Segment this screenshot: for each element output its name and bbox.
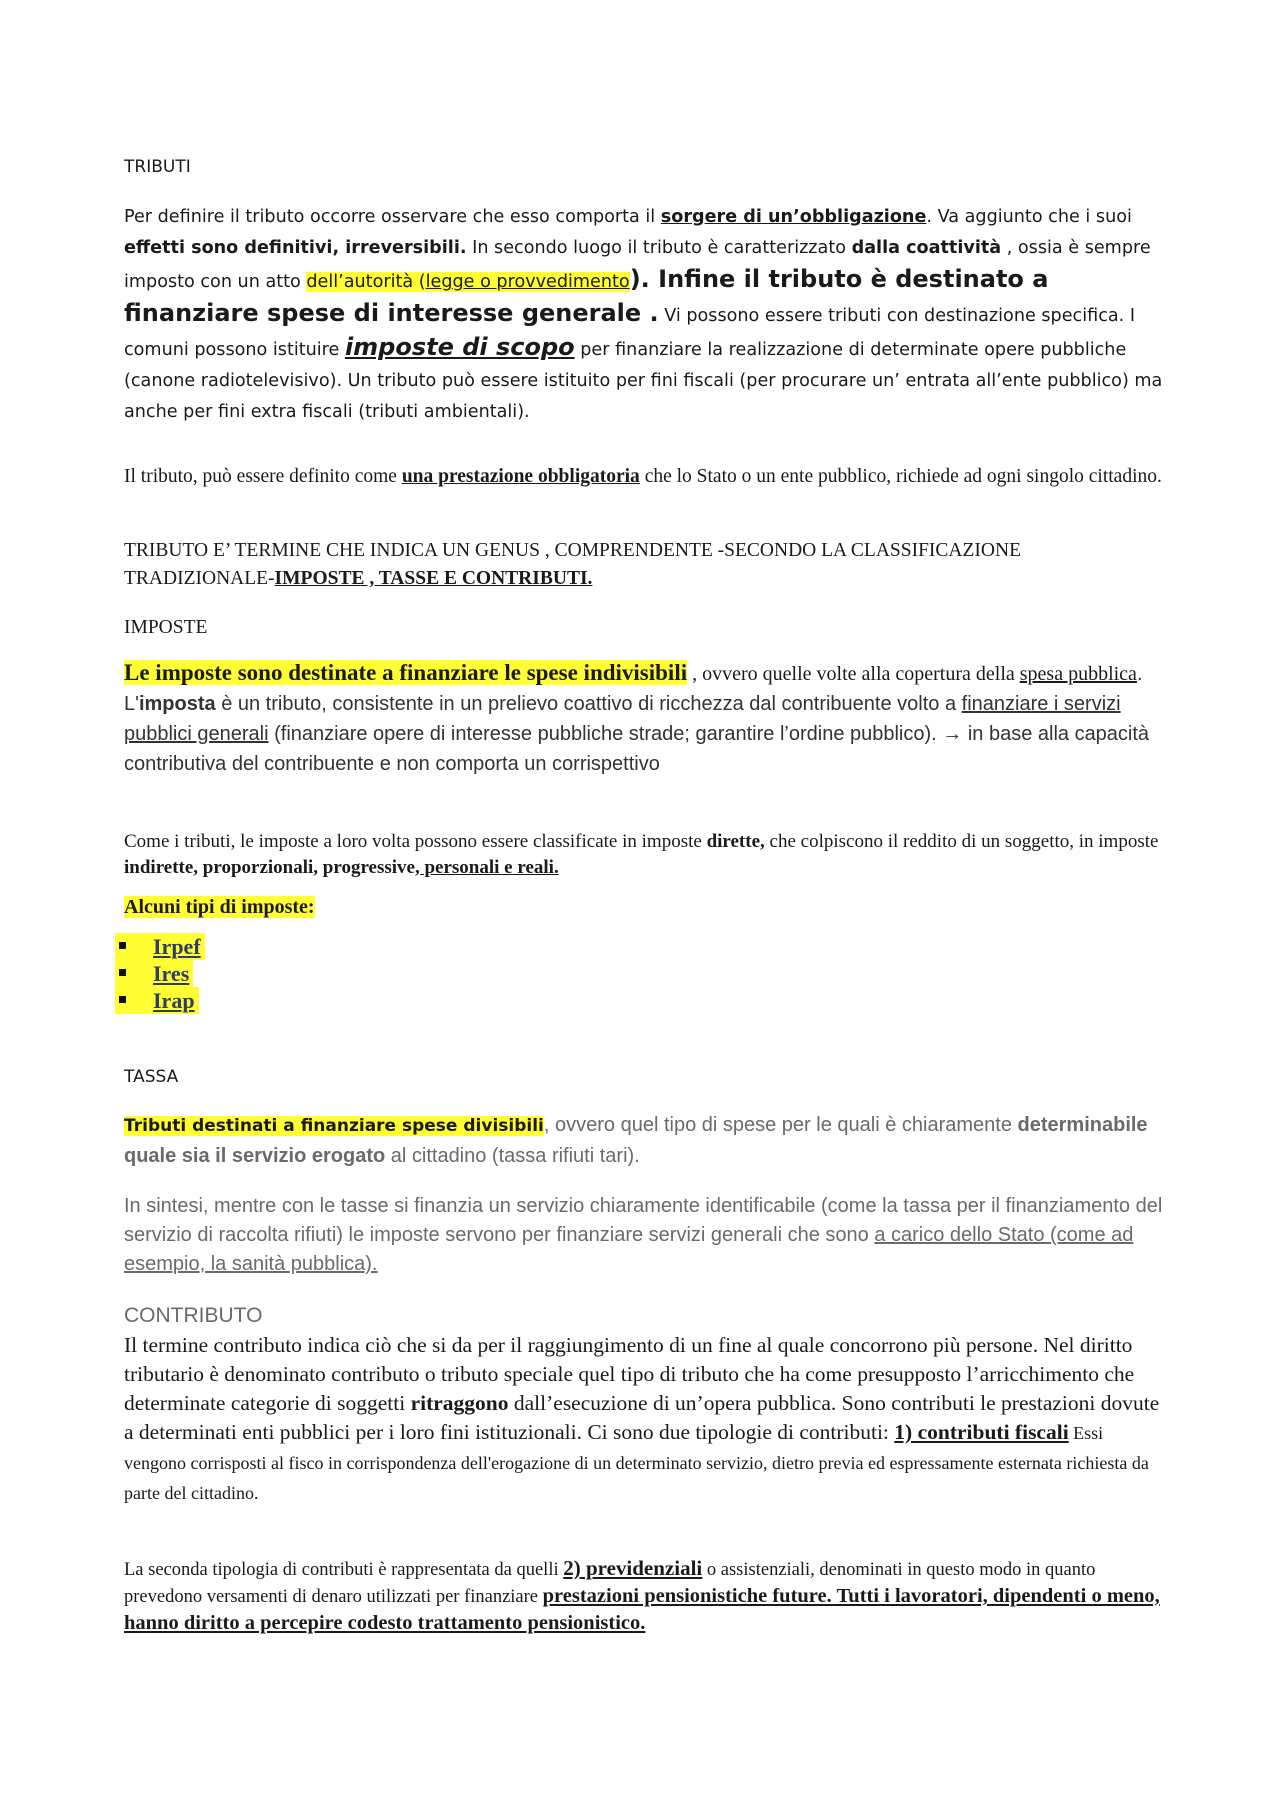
emphasis-effetti: effetti sono definitivi, irreversibili.: [124, 238, 467, 258]
text: , ovvero quelle volte alla copertura della: [687, 663, 1020, 685]
emphasis-imposte-di-scopo: imposte di scopo: [344, 333, 575, 361]
heading-imposte: IMPOSTE: [124, 617, 208, 638]
text: (finanziare opere di interesse pubbliche strade; garantire l’ordine pubblico). → in base alla capacità contributiva del contribuente e non comporta un corrispettivo: [124, 723, 1150, 775]
imposte-paragraph-1: [124, 658, 1164, 779]
emphasis-personali-reali: , personali e reali.: [414, 857, 559, 878]
tassa-paragraph-2: [124, 1192, 1164, 1279]
text: è un tributo, consistente in un prelievo coattivo di ricchezza dal contribuente volto a: [215, 693, 962, 715]
tributi-paragraph-1: [124, 202, 1164, 428]
highlight-list-title: Alcuni tipi di imposte:: [124, 896, 315, 918]
text: Come i tributi, le imposte a loro volta possono essere classificate in imposte: [124, 831, 707, 852]
text: Per definire il tributo occorre osservare che esso comporta il: [124, 207, 661, 227]
list-item-irpef: [124, 933, 1164, 960]
imposte-paragraph-2: [124, 829, 1164, 881]
text: Vi possono essere tributi con destinazione specifica. I comuni possono istituire: [124, 306, 1136, 360]
emphasis-prestazione: una prestazione obbligatoria: [401, 466, 640, 487]
imposte-list-title: [124, 893, 1164, 921]
text: , ovvero quel tipo di spese per le quali è chiaramente: [543, 1114, 1018, 1136]
highlight-legge: legge o provvedimento: [425, 272, 630, 292]
heading-tributi: TRIBUTI: [124, 157, 191, 177]
text: che colpiscono il reddito di un soggetto, in imposte: [764, 831, 1159, 852]
emphasis-indirette: indirette, proporzionali, progressive: [124, 857, 415, 878]
text: Il tributo, può essere definito come: [124, 466, 402, 487]
text: . Va aggiunto che i suoi: [926, 207, 1132, 227]
tributi-paragraph-2: [124, 463, 1164, 491]
text: In secondo luogo il tributo è caratterizzato: [466, 238, 852, 258]
text: Il termine contributo indica ciò che si da per il raggiungimento di un fine al quale concorrono più persone. Nel diritto tributario è denominato contributo o tributo speciale quel tipo di tributo che ha come presupposto l’arricchimento che determinate categorie di soggetti: [124, 1333, 1135, 1415]
emphasis-imposta: imposta: [138, 693, 216, 715]
highlight-autorita: dell’autorità (: [306, 272, 426, 292]
highlight-spese-indivisibili: Le imposte sono destinate a finanziare le spese indivisibili: [124, 660, 688, 685]
text: , ossia è sempre imposto con un atto: [124, 238, 1151, 292]
list-item-label: Ires: [151, 960, 193, 987]
emphasis-previdenziali: 2) previdenziali: [563, 1556, 703, 1580]
contributo-paragraph-2: [124, 1555, 1164, 1637]
emphasis-spesa-pubblica: spesa pubblica: [1019, 663, 1137, 685]
emphasis-servizi-pubblici: finanziare i servizi pubblici generali: [124, 693, 1121, 745]
text: per finanziare la realizzazione di determinate opere pubbliche (canone radiotelevisivo). Un tributo può essere istituito per fini fiscali (per procurare un’ entrata all’ente pubblico) ma anche per fini extra fiscali (tributi ambientali).: [124, 340, 1163, 422]
list-item-irap: [124, 987, 1164, 1014]
emphasis-ritraggono: ritraggono: [410, 1391, 509, 1415]
text: La seconda tipologia di contributi è rappresentata da quelli: [124, 1560, 564, 1580]
text: che lo Stato o un ente pubblico, richiede ad ogni singolo cittadino.: [639, 466, 1162, 487]
text: o assistenziali, denominati in questo modo in quanto prevedono versamenti di denaro utilizzati per finanziare: [124, 1560, 1096, 1607]
text: Essi vengono corrisposti al fisco in corrispondenza dell'erogazione di un determinato servizio, dietro previa ed espressamente esternata richiesta da parte del cittadino.: [124, 1423, 1149, 1503]
text: dall’esecuzione di un’opera pubblica. Sono contributi le prestazioni dovute a determinati enti pubblici per i loro fini istituzionali. Ci sono due tipologie di contributi:: [124, 1391, 1160, 1444]
list-item-ires: [124, 960, 1164, 987]
heading-tassa: TASSA: [124, 1067, 179, 1087]
emphasis-a-carico: a carico dello Stato (come ad esempio, la sanità pubblica).: [124, 1224, 1134, 1275]
emphasis-infine: ). Infine il tributo è destinato a finanziare spese di interesse generale .: [124, 265, 1049, 327]
emphasis-prestazioni-pensionistiche: prestazioni pensionistiche future. Tutti i lavoratori, dipendenti o meno, hanno diritto a percepire codesto trattamento pensionistico.: [124, 1585, 1160, 1634]
emphasis-contributi-fiscali: 1) contributi fiscali: [894, 1420, 1069, 1444]
text: TRIBUTO E’ TERMINE CHE INDICA UN GENUS , COMPRENDENTE -SECONDO LA CLASSIFICAZIONE TRADIZIONALE-: [124, 540, 1021, 589]
emphasis-coattivita: dalla coattività: [851, 238, 1002, 258]
list-item-label: Irpef: [151, 933, 205, 960]
imposte-list: [124, 933, 1164, 1014]
emphasis-dirette: dirette,: [706, 831, 765, 852]
heading-contributo: CONTRIBUTO: [124, 1304, 263, 1327]
contributo-paragraph-1: [124, 1331, 1164, 1508]
text: In sintesi, mentre con le tasse si finanzia un servizio chiaramente identificabile (come la tassa per il finanziamento del servizio di raccolta rifiuti) le imposte servono per finanziare servizi generali che sono: [124, 1195, 1163, 1246]
text: al cittadino (tassa rifiuti tari).: [385, 1145, 640, 1167]
list-item-label: Irap: [151, 987, 199, 1014]
emphasis-imposte-tasse-contributi: IMPOSTE , TASSE E CONTRIBUTI.: [274, 568, 593, 589]
emphasis-servizio-erogato: determinabile quale sia il servizio erogato: [124, 1114, 1148, 1167]
tassa-paragraph-1: [124, 1110, 1164, 1171]
tributi-paragraph-3: [124, 537, 1164, 593]
text: . L': [124, 663, 1143, 715]
emphasis-obbligazione: sorgere di un’obbligazione: [660, 207, 927, 227]
highlight-spese-divisibili: Tributi destinati a finanziare spese divisibili: [124, 1116, 544, 1136]
